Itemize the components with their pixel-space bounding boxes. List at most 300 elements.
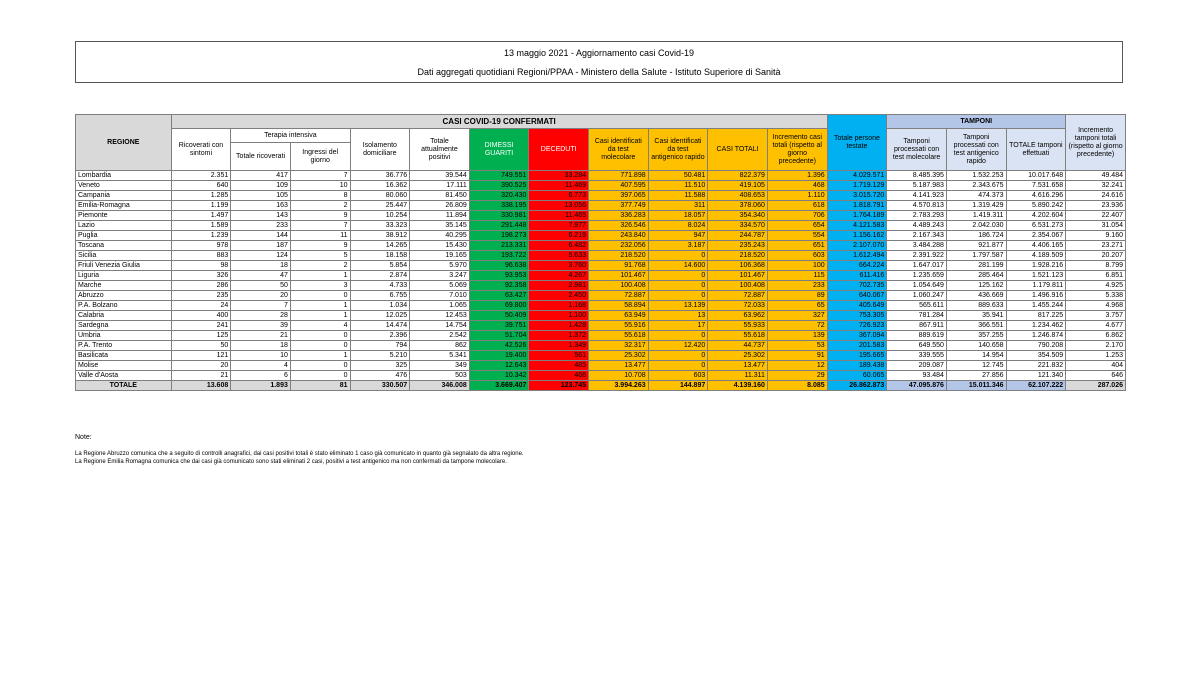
value-cell: 60.065 [827,371,887,381]
value-cell: 330.981 [469,211,529,221]
value-cell: 7.531.658 [1006,181,1066,191]
value-cell: 327 [767,311,827,321]
value-cell: 96.638 [469,261,529,271]
value-cell: 378.060 [708,201,768,211]
value-cell: 889.633 [946,301,1006,311]
value-cell: 367.094 [827,331,887,341]
value-cell: 25.447 [350,201,410,211]
value-cell: 55.618 [589,331,649,341]
value-cell: 7 [290,171,350,181]
report-subtitle: Dati aggregati quotidiani Regioni/PPAA - Ministero della Salute - Istituto Superiore di Sanità [417,67,781,77]
value-cell: 187 [231,241,291,251]
value-cell: 243.840 [589,231,649,241]
region-cell: Puglia [76,231,172,241]
value-cell: 889.619 [887,331,947,341]
region-cell: Toscana [76,241,172,251]
value-cell: 49.484 [1066,171,1126,181]
value-cell: 106.368 [708,261,768,271]
value-cell: 405.649 [827,301,887,311]
value-cell: 241 [171,321,231,331]
value-cell: 101.467 [589,271,649,281]
group-tamponi-header: TAMPONI [887,115,1066,129]
col-incremento-casi: Incremento casi totali (rispetto al giorno precedente) [767,129,827,171]
value-cell: 654 [767,221,827,231]
value-cell: 47 [231,271,291,281]
value-cell: 11 [290,231,350,241]
value-cell: 0 [648,251,708,261]
value-cell: 4 [290,321,350,331]
value-cell: 5.187.983 [887,181,947,191]
value-cell: 2.354.067 [1006,231,1066,241]
value-cell: 244.787 [708,231,768,241]
value-cell: 195.665 [827,351,887,361]
value-cell: 366.551 [946,321,1006,331]
value-cell: 646 [1066,371,1126,381]
value-cell: 4.406.165 [1006,241,1066,251]
value-cell: 1.797.587 [946,251,1006,261]
value-cell: 2.167.343 [887,231,947,241]
value-cell: 1.199 [171,201,231,211]
value-cell: 80.060 [350,191,410,201]
value-cell: 2.981 [529,281,589,291]
value-cell: 14.754 [410,321,470,331]
value-cell: 285.464 [946,271,1006,281]
value-cell: 5 [290,251,350,261]
value-cell: 218.520 [708,251,768,261]
value-cell: 0 [290,341,350,351]
notes-title: Note: [75,434,92,441]
value-cell: 39.751 [469,321,529,331]
value-cell: 53 [767,341,827,351]
value-cell: 233 [231,221,291,231]
value-cell: 790.208 [1006,341,1066,351]
value-cell: 143 [231,211,291,221]
value-cell: 286 [171,281,231,291]
value-cell: 325 [350,361,410,371]
value-cell: 3.669.407 [469,381,529,391]
value-cell: 63.949 [589,311,649,321]
value-cell: 0 [648,331,708,341]
notes-section [75,434,975,466]
value-cell: 72.887 [589,291,649,301]
value-cell: 24.616 [1066,191,1126,201]
value-cell: 13.477 [708,361,768,371]
value-cell: 862 [410,341,470,351]
value-cell: 817.225 [1006,311,1066,321]
value-cell: 63.427 [469,291,529,301]
value-cell: 1.396 [767,171,827,181]
table-row [76,251,1126,261]
value-cell: 5.854 [350,261,410,271]
value-cell: 311 [648,201,708,211]
note-line: La Regione Emilia Romagna comunica che dai casi già comunicato sono stati eliminati 2 casi, positivi a test antigenico ma non confermati da tampone molecolare. [75,459,507,465]
value-cell: 0 [290,291,350,301]
region-cell: Molise [76,361,172,371]
value-cell: 1.928.216 [1006,261,1066,271]
value-cell: 3.015.720 [827,191,887,201]
value-cell: 81.450 [410,191,470,201]
value-cell: 14.954 [946,351,1006,361]
value-cell: 7.977 [529,221,589,231]
region-cell: Piemonte [76,211,172,221]
value-cell: 4.677 [1066,321,1126,331]
value-cell: 6 [231,371,291,381]
value-cell: 140.658 [946,341,1006,351]
value-cell: 503 [410,371,470,381]
value-cell: 1.235.659 [887,271,947,281]
value-cell: 22.407 [1066,211,1126,221]
value-cell: 5.341 [410,351,470,361]
value-cell: 1.246.874 [1006,331,1066,341]
value-cell: 357.255 [946,331,1006,341]
value-cell: 9.160 [1066,231,1126,241]
value-cell: 0 [290,371,350,381]
value-cell: 10.342 [469,371,529,381]
value-cell: 144 [231,231,291,241]
value-cell: 14.265 [350,241,410,251]
value-cell: 2.042.030 [946,221,1006,231]
value-cell: 0 [290,331,350,341]
value-cell: 20.207 [1066,251,1126,261]
value-cell: 11.465 [529,211,589,221]
value-cell: 281.199 [946,261,1006,271]
value-cell: 65 [767,301,827,311]
table-row [76,231,1126,241]
value-cell: 947 [648,231,708,241]
value-cell: 3.247 [410,271,470,281]
value-cell: 2.391.922 [887,251,947,261]
value-cell: 23.271 [1066,241,1126,251]
col-deceduti: DECEDUTI [529,129,589,171]
value-cell: 822.379 [708,171,768,181]
report-title-box [75,41,1123,83]
value-cell: 618 [767,201,827,211]
value-cell: 0 [648,351,708,361]
value-cell: 12.420 [648,341,708,351]
col-ricoverati: Ricoverati con sintomi [171,129,231,171]
value-cell: 5.338 [1066,291,1126,301]
value-cell: 1.893 [231,381,291,391]
value-cell: 28 [231,311,291,321]
value-cell: 0 [290,361,350,371]
value-cell: 2.450 [529,291,589,301]
value-cell: 163 [231,201,291,211]
value-cell: 9 [290,241,350,251]
value-cell: 12.453 [410,311,470,321]
value-cell: 565.611 [887,301,947,311]
value-cell: 50.409 [469,311,529,321]
value-cell: 38.912 [350,231,410,241]
col-dimessi-guariti: DIMESSI GUARITI [469,129,529,171]
value-cell: 1.719.129 [827,181,887,191]
value-cell: 349 [410,361,470,371]
value-cell: 330.507 [350,381,410,391]
value-cell: 6.219 [529,231,589,241]
value-cell: 20 [231,291,291,301]
value-cell: 4.925 [1066,281,1126,291]
col-attualmente-positivi: Totale attualmente positivi [410,129,470,171]
table-body [76,171,1126,391]
value-cell: 1.239 [171,231,231,241]
value-cell: 339.555 [887,351,947,361]
value-cell: 287.026 [1066,381,1126,391]
region-cell: Lazio [76,221,172,231]
value-cell: 400 [171,311,231,321]
value-cell: 3.994.263 [589,381,649,391]
value-cell: 50.481 [648,171,708,181]
value-cell: 233 [767,281,827,291]
value-cell: 749.551 [469,171,529,181]
value-cell: 221.832 [1006,361,1066,371]
value-cell: 20 [171,361,231,371]
region-cell: Sicilia [76,251,172,261]
value-cell: 4.489.243 [887,221,947,231]
value-cell: 11.894 [410,211,470,221]
value-cell: 14.474 [350,321,410,331]
col-tamponi-molecolare: Tamponi processati con test molecolare [887,129,947,171]
value-cell: 47.095.876 [887,381,947,391]
value-cell: 346.008 [410,381,470,391]
value-cell: 2.107.070 [827,241,887,251]
value-cell: 2.343.675 [946,181,1006,191]
value-cell: 5.890.242 [1006,201,1066,211]
value-cell: 11.469 [529,181,589,191]
value-cell: 4.733 [350,281,410,291]
value-cell: 1.589 [171,221,231,231]
value-cell: 4.029.571 [827,171,887,181]
value-cell: 193.722 [469,251,529,261]
value-cell: 213.331 [469,241,529,251]
value-cell: 218.520 [589,251,649,261]
value-cell: 611.416 [827,271,887,281]
value-cell: 13.477 [589,361,649,371]
region-cell: Sardegna [76,321,172,331]
value-cell: 124 [231,251,291,261]
region-cell: TOTALE [76,381,172,391]
value-cell: 3.187 [648,241,708,251]
value-cell: 101.467 [708,271,768,281]
value-cell: 561 [529,351,589,361]
col-regione-header: REGIONE [76,115,172,171]
value-cell: 14.600 [648,261,708,271]
value-cell: 6.773 [529,191,589,201]
region-cell: Basilicata [76,351,172,361]
value-cell: 1.496.916 [1006,291,1066,301]
value-cell: 51.704 [469,331,529,341]
value-cell: 6.531.273 [1006,221,1066,231]
value-cell: 377.749 [589,201,649,211]
value-cell: 4 [231,361,291,371]
value-cell: 92.358 [469,281,529,291]
value-cell: 91.768 [589,261,649,271]
value-cell: 186.724 [946,231,1006,241]
value-cell: 1.234.462 [1006,321,1066,331]
value-cell: 19.165 [410,251,470,261]
table-row [76,321,1126,331]
value-cell: 978 [171,241,231,251]
value-cell: 4.570.813 [887,201,947,211]
value-cell: 1.319.429 [946,201,1006,211]
value-cell: 706 [767,211,827,221]
region-cell: Veneto [76,181,172,191]
region-cell: P.A. Trento [76,341,172,351]
region-cell: P.A. Bolzano [76,301,172,311]
value-cell: 209.087 [887,361,947,371]
value-cell: 5.210 [350,351,410,361]
value-cell: 7 [290,221,350,231]
value-cell: 50 [171,341,231,351]
value-cell: 354.340 [708,211,768,221]
value-cell: 1.168 [529,301,589,311]
region-cell: Valle d'Aosta [76,371,172,381]
note-line: La Regione Abruzzo comunica che a seguito di controlli anagrafici, dai casi positivi totali è stato eliminato 1 caso già comunicato in quanto già segnalato da altra regione. [75,451,524,457]
value-cell: 4.202.604 [1006,211,1066,221]
value-cell: 419.105 [708,181,768,191]
value-cell: 72.887 [708,291,768,301]
value-cell: 794 [350,341,410,351]
value-cell: 55.916 [589,321,649,331]
value-cell: 1.100 [529,311,589,321]
table-row [76,311,1126,321]
value-cell: 13 [648,311,708,321]
col-ingressi-giorno: Ingressi del giorno [290,143,350,171]
value-cell: 35.941 [946,311,1006,321]
value-cell: 6.482 [529,241,589,251]
value-cell: 1.060.247 [887,291,947,301]
value-cell: 13.608 [171,381,231,391]
value-cell: 4.139.160 [708,381,768,391]
value-cell: 235 [171,291,231,301]
value-cell: 338.195 [469,201,529,211]
value-cell: 2.783.293 [887,211,947,221]
value-cell: 8 [290,191,350,201]
value-cell: 21 [231,331,291,341]
value-cell: 1.428 [529,321,589,331]
value-cell: 640.067 [827,291,887,301]
value-cell: 3.484.288 [887,241,947,251]
value-cell: 1.372 [529,331,589,341]
table-row [76,341,1126,351]
covid-data-table [75,114,1126,391]
value-cell: 33.323 [350,221,410,231]
value-cell: 771.898 [589,171,649,181]
value-cell: 8.799 [1066,261,1126,271]
value-cell: 603 [767,251,827,261]
value-cell: 15.430 [410,241,470,251]
value-cell: 6.755 [350,291,410,301]
value-cell: 109 [231,181,291,191]
value-cell: 39 [231,321,291,331]
value-cell: 123.745 [529,381,589,391]
value-cell: 8.485.395 [887,171,947,181]
value-cell: 42.526 [469,341,529,351]
table-row [76,221,1126,231]
table-row [76,181,1126,191]
table-row [76,291,1126,301]
value-cell: 7.010 [410,291,470,301]
value-cell: 1.034 [350,301,410,311]
col-totale-ricoverati: Totale ricoverati [231,143,291,171]
region-cell: Emilia-Romagna [76,201,172,211]
value-cell: 2.396 [350,331,410,341]
col-incremento-tamponi: Incremento tamponi totali (rispetto al giorno precedente) [1066,115,1126,171]
region-cell: Liguria [76,271,172,281]
value-cell: 3.760 [529,261,589,271]
value-cell: 1.532.253 [946,171,1006,181]
value-cell: 125 [171,331,231,341]
value-cell: 235.243 [708,241,768,251]
group-casi-header: CASI COVID-19 CONFERMATI [171,115,827,129]
value-cell: 11.311 [708,371,768,381]
value-cell: 121 [171,351,231,361]
value-cell: 6.862 [1066,331,1126,341]
value-cell: 232.056 [589,241,649,251]
value-cell: 1 [290,351,350,361]
value-cell: 18.158 [350,251,410,261]
value-cell: 198.273 [469,231,529,241]
value-cell: 649.550 [887,341,947,351]
region-cell: Lombardia [76,171,172,181]
value-cell: 8.085 [767,381,827,391]
value-cell: 23.936 [1066,201,1126,211]
value-cell: 72 [767,321,827,331]
value-cell: 0 [648,271,708,281]
value-cell: 13.056 [529,201,589,211]
value-cell: 4.189.509 [1006,251,1066,261]
value-cell: 5.069 [410,281,470,291]
region-cell: Calabria [76,311,172,321]
region-cell: Abruzzo [76,291,172,301]
value-cell: 1.818.791 [827,201,887,211]
value-cell: 336.283 [589,211,649,221]
value-cell: 1.612.494 [827,251,887,261]
value-cell: 27.856 [946,371,1006,381]
col-isolamento: Isolamento domiciliare [350,129,410,171]
value-cell: 24 [171,301,231,311]
value-cell: 354.509 [1006,351,1066,361]
col-casi-molecolare: Casi identificati da test molecolare [589,129,649,171]
value-cell: 1.497 [171,211,231,221]
value-cell: 125.162 [946,281,1006,291]
value-cell: 0 [648,291,708,301]
value-cell: 58.894 [589,301,649,311]
value-cell: 1.419.311 [946,211,1006,221]
value-cell: 25.302 [589,351,649,361]
col-persone-testate: Totale persone testate [827,115,887,171]
value-cell: 2.351 [171,171,231,181]
value-cell: 18.057 [648,211,708,221]
col-casi-antigenico: Casi identificati da test antigenico rapido [648,129,708,171]
value-cell: 21 [171,371,231,381]
value-cell: 12.025 [350,311,410,321]
value-cell: 93.484 [887,371,947,381]
value-cell: 326.546 [589,221,649,231]
value-cell: 8.024 [648,221,708,231]
value-cell: 10.708 [589,371,649,381]
value-cell: 98 [171,261,231,271]
col-tamponi-antigenico: Tamponi processati con test antigenico rapido [946,129,1006,171]
value-cell: 5.633 [529,251,589,261]
value-cell: 640 [171,181,231,191]
value-cell: 326 [171,271,231,281]
value-cell: 69.800 [469,301,529,311]
value-cell: 781.284 [887,311,947,321]
value-cell: 26.809 [410,201,470,211]
value-cell: 62.107.222 [1006,381,1066,391]
value-cell: 100.408 [708,281,768,291]
value-cell: 1.349 [529,341,589,351]
value-cell: 664.224 [827,261,887,271]
